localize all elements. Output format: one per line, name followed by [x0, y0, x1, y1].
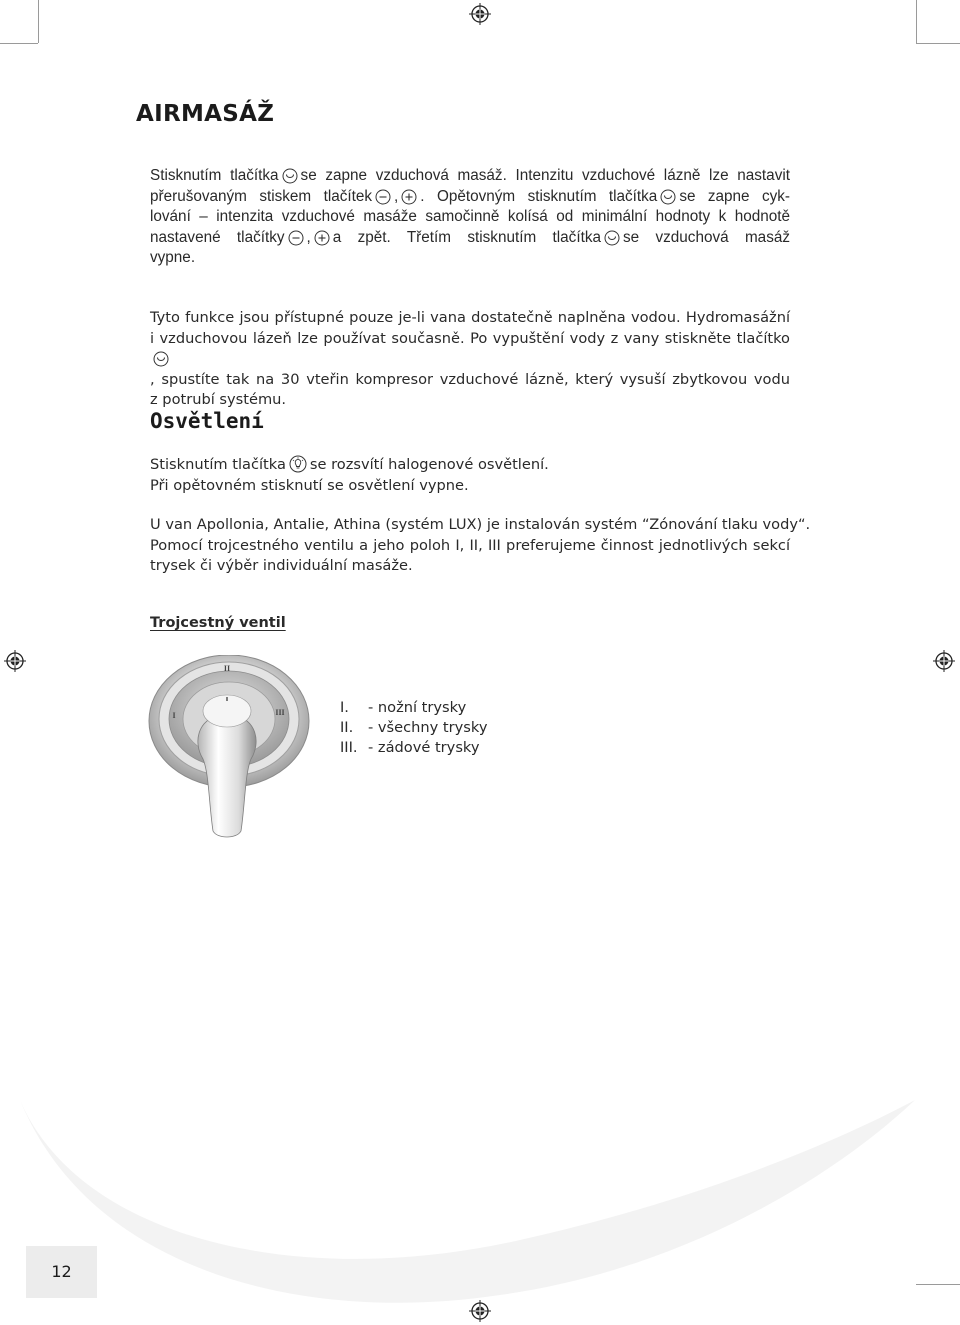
plus-button-icon	[314, 230, 330, 246]
text-line: Pomocí trojcestného ventilu a jeho poloh I, II, III preferujeme činnost jednotlivých sekcí	[150, 536, 790, 554]
legend-item	[340, 738, 487, 758]
text-line: trysek či výběr individuální masáže.	[150, 557, 413, 574]
text-span: Stisknutím tlačítka	[150, 167, 279, 184]
text-span: ,	[306, 228, 311, 246]
dial-label-iii: III	[275, 708, 285, 717]
legend-text: - všechny trysky	[368, 719, 488, 736]
text-line	[150, 329, 790, 370]
airmassage-note-paragraph	[150, 308, 790, 411]
lighting-paragraph	[150, 455, 790, 496]
air-bubble-button-icon	[604, 230, 620, 246]
legend-number: III.	[340, 739, 358, 756]
text-line: , spustíte tak na 30 vteřin kompresor vzduchové lázně, který vysuší zbytkovou vodu	[150, 370, 790, 388]
light-bulb-button-icon	[289, 455, 307, 473]
text-span: . Opětovným stisknutím tlačítka	[420, 187, 658, 205]
section-heading-lighting: Osvětlení	[150, 409, 264, 433]
legend-text: - zádové trysky	[368, 739, 480, 756]
text-span: i vzduchovou lázeň lze používat současně. Po vypuštění vody z vany stiskněte tlačítko	[150, 329, 790, 347]
registration-mark-icon	[4, 650, 26, 672]
text-line	[150, 228, 790, 249]
legend-number: I.	[340, 699, 349, 716]
crop-mark	[0, 43, 38, 44]
text-span: Stisknutím tlačítka	[150, 456, 286, 473]
text-line: Při opětovném stisknutí se osvětlení vypne.	[150, 476, 469, 494]
legend-item	[340, 698, 487, 718]
text-line	[150, 166, 790, 187]
valve-legend	[340, 698, 487, 758]
crop-mark	[916, 43, 960, 44]
crop-mark	[38, 0, 39, 43]
registration-mark-icon	[933, 650, 955, 672]
minus-button-icon	[375, 189, 391, 205]
plus-button-icon	[401, 189, 417, 205]
page-title: AIRMASÁŽ	[136, 101, 275, 127]
text-span: se rozsvítí halogenové osvětlení.	[309, 456, 549, 473]
section-heading-valve: Trojcestný ventil	[150, 615, 286, 631]
text-span: nastavené tlačítky	[150, 228, 285, 246]
page-number: 12	[51, 1262, 72, 1281]
airmassage-paragraph	[150, 166, 790, 269]
crop-mark	[916, 0, 917, 43]
text-span: ,	[394, 187, 399, 205]
text-line: lování – intenzita vzduchové masáže samočinně kolísá od minimální hodnoty k hodnotě	[150, 208, 790, 225]
legend-text: - nožní trysky	[368, 699, 467, 716]
text-line: Tyto funkce jsou přístupné pouze je-li vana dostatečně naplněna vodou. Hydromasážní	[150, 309, 790, 326]
text-line: U van Apollonia, Antalie, Athina (systém LUX) je instalován systém “Zónování tlaku vody“.	[150, 516, 811, 533]
air-bubble-button-icon	[660, 189, 676, 205]
text-line	[150, 455, 790, 476]
text-span: přerušovaným stiskem tlačítek	[150, 187, 373, 205]
legend-item	[340, 718, 487, 738]
minus-button-icon	[288, 230, 304, 246]
text-span: se vzduchová masáž	[623, 228, 790, 246]
dial-label-i: I	[172, 711, 176, 720]
air-bubble-button-icon	[153, 351, 169, 367]
legend-number: II.	[340, 719, 354, 736]
decorative-swoosh	[0, 1040, 960, 1325]
text-span: a zpět. Třetím stisknutím tlačítka	[332, 228, 601, 246]
zones-paragraph	[150, 515, 811, 577]
text-line: vypne.	[150, 249, 196, 266]
registration-mark-icon	[469, 3, 491, 25]
text-span: se zapne cyk-	[679, 187, 791, 205]
three-way-valve-illustration	[145, 655, 320, 845]
text-span: se zapne vzduchová masáž. Intenzitu vzduchové lázně lze nastavit	[300, 167, 790, 184]
text-line: z potrubí systému.	[150, 391, 287, 408]
air-bubble-button-icon	[282, 168, 298, 184]
dial-label-ii: II	[223, 664, 231, 673]
text-line	[150, 187, 790, 208]
